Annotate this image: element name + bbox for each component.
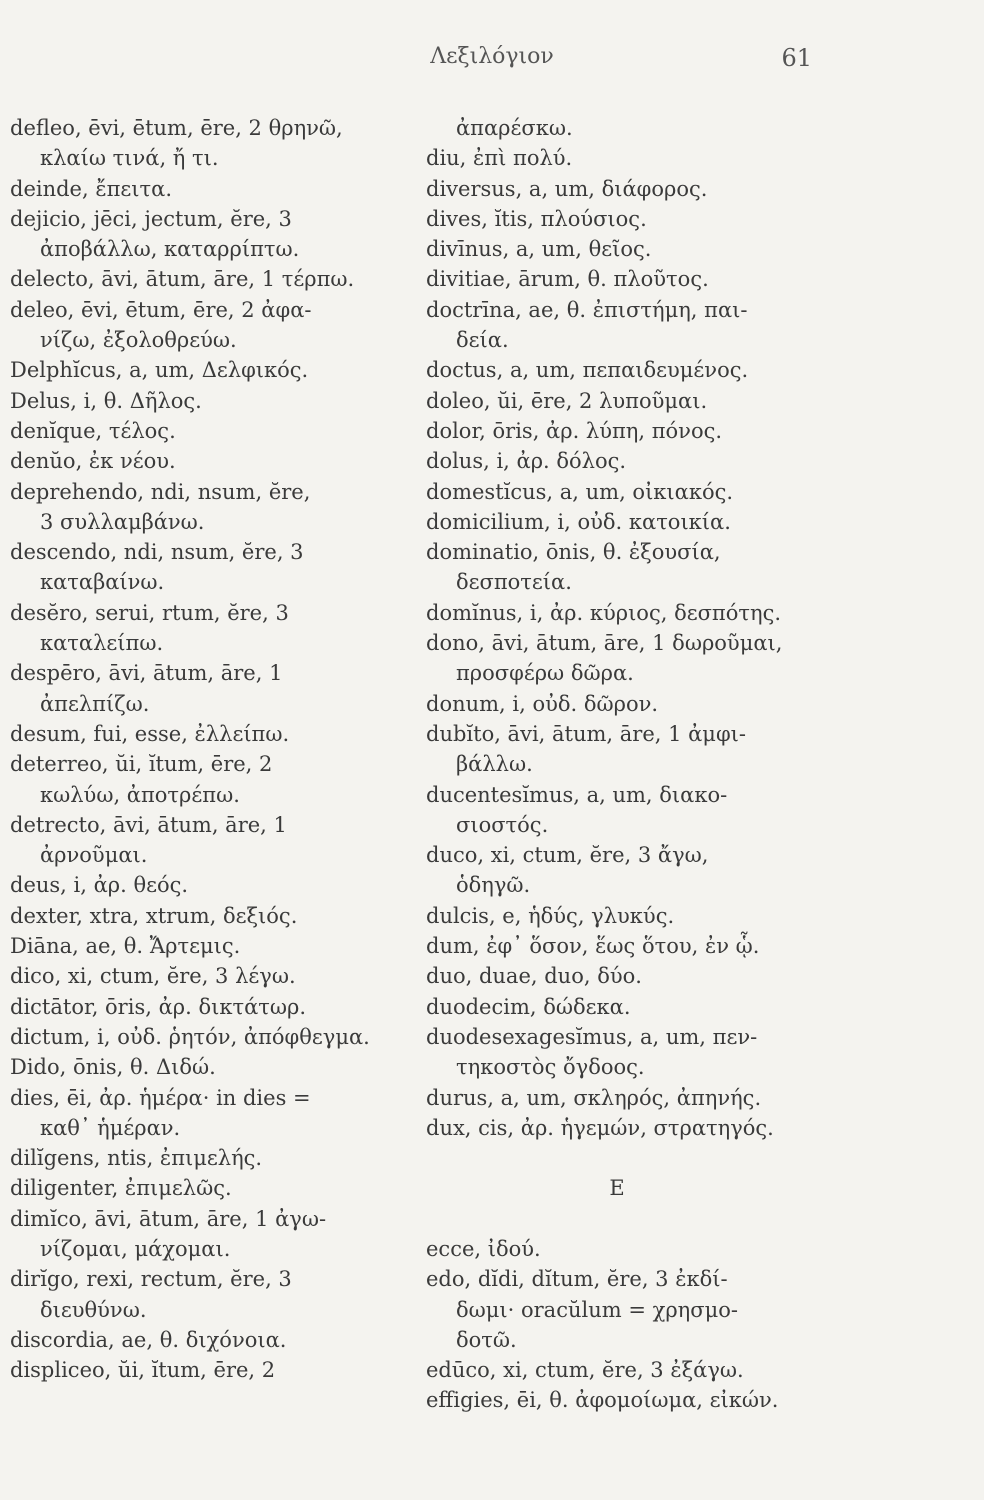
- dictionary-line: duodecim, δώδεκα.: [426, 994, 631, 1019]
- dictionary-line: dulcis, e, ἡδύς, γλυκύς.: [426, 903, 675, 928]
- dictionary-line: dux, cis, ἀρ. ἡγεμών, στρατηγός.: [426, 1115, 774, 1140]
- dictionary-line: ἀρνοῦμαι.: [40, 843, 148, 868]
- dictionary-line: desĕro, serui, rtum, ĕre, 3: [10, 600, 289, 625]
- dictionary-line: displiceo, ŭi, ĭtum, ēre, 2: [10, 1358, 276, 1383]
- dictionary-line: defleo, ēvi, ētum, ēre, 2 θρηνῶ,: [10, 116, 343, 140]
- dictionary-line: dolor, ōris, ἀρ. λύπη, πόνος.: [426, 418, 723, 443]
- dictionary-line: προσφέρω δῶρα.: [456, 661, 634, 686]
- dictionary-line: dilĭgens, ntis, ἐπιμελής.: [10, 1146, 263, 1171]
- dictionary-line: divīnus, a, um, θεῖος.: [426, 237, 652, 262]
- dictionary-line: νίζω, ἐξολοθρεύω.: [40, 328, 237, 353]
- page-number: 61: [781, 44, 812, 72]
- dictionary-line: discordia, ae, θ. διχόνοια.: [10, 1327, 287, 1352]
- right-column: [426, 113, 826, 1416]
- dictionary-line: edūco, xi, ctum, ĕre, 3 ἐξάγω.: [426, 1358, 744, 1383]
- dictionary-line: domicilium, i, οὐδ. κατοικία.: [426, 509, 731, 534]
- dictionary-line: σιοστός.: [456, 812, 549, 837]
- dictionary-line: dum, ἐφ᾽ ὅσον, ἕως ὅτου, ἐν ᾧ.: [426, 934, 760, 959]
- dictionary-line: dirĭgo, rexi, rectum, ĕre, 3: [10, 1267, 292, 1292]
- dictionary-line: dono, āvi, ātum, āre, 1 δωροῦμαι,: [426, 631, 783, 656]
- dictionary-line: doctus, a, um, πεπαιδευμένος.: [426, 358, 749, 383]
- dictionary-line: donum, i, οὐδ. δῶρον.: [426, 691, 659, 716]
- dictionary-line: καταβαίνω.: [40, 570, 165, 595]
- dictionary-line: duco, xi, ctum, ĕre, 3 ἄγω,: [426, 843, 709, 868]
- dictionary-line: deinde, ἔπειτα.: [10, 176, 172, 201]
- dictionary-line: duo, duae, duo, δύο.: [426, 964, 642, 989]
- page-title: Λεξιλόγιον: [430, 44, 554, 69]
- dictionary-line: dolus, i, ἀρ. δόλος.: [426, 449, 627, 474]
- dictionary-line: dubĭto, āvi, ātum, āre, 1 ἀμφι-: [426, 721, 746, 746]
- dictionary-line: dictātor, ōris, ἀρ. δικτάτωρ.: [10, 994, 307, 1019]
- dictionary-line: diversus, a, um, διάφορος.: [426, 176, 708, 201]
- dictionary-line: desum, fui, esse, ἐλλείπω.: [10, 721, 290, 746]
- dictionary-line: duodesexagesĭmus, a, um, πεν-: [426, 1024, 758, 1049]
- dictionary-line: delecto, āvi, ātum, āre, 1 τέρπω.: [10, 267, 355, 292]
- dictionary-line: καταλείπω.: [40, 631, 164, 656]
- dictionary-line: denŭo, ἐκ νέου.: [10, 449, 176, 474]
- dictionary-line: dexter, xtra, xtrum, δεξιός.: [10, 903, 298, 928]
- dictionary-line: ἀποβάλλω, καταρρίπτω.: [40, 237, 300, 262]
- dictionary-line: durus, a, um, σκληρός, ἀπηνής.: [426, 1085, 762, 1110]
- dictionary-line: diligenter, ἐπιμελῶς.: [10, 1176, 232, 1201]
- dictionary-line: ἀπαρέσκω.: [456, 116, 573, 140]
- dictionary-line: καθ᾽ ἡμέραν.: [40, 1115, 181, 1140]
- dictionary-line: Dido, ōnis, θ. Διδώ.: [10, 1055, 216, 1080]
- dictionary-line: ecce, ἰδού.: [426, 1236, 541, 1261]
- dictionary-line: διευθύνω.: [40, 1297, 147, 1322]
- dictionary-line: δοτῶ.: [456, 1327, 517, 1352]
- dictionary-line: βάλλω.: [456, 752, 533, 777]
- blank-line: [426, 1143, 826, 1173]
- left-column: [10, 113, 402, 1385]
- dictionary-line: despēro, āvi, ātum, āre, 1: [10, 661, 283, 686]
- dictionary-line: domestĭcus, a, um, οἰκιακός.: [426, 479, 734, 504]
- dictionary-line: domĭnus, i, ἀρ. κύριος, δεσπότης.: [426, 600, 782, 625]
- dictionary-line: denĭque, τέλος.: [10, 418, 176, 443]
- dictionary-line: dictum, i, οὐδ. ῥητόν, ἀπόφθεγμα.: [10, 1024, 370, 1049]
- dictionary-line: Diāna, ae, θ. Ἄρτεμις.: [10, 934, 241, 959]
- blank-line: [426, 1204, 826, 1234]
- dictionary-line: divitiae, ārum, θ. πλοῦτος.: [426, 267, 709, 292]
- dictionary-line: deleo, ēvi, ētum, ēre, 2 ἀφα-: [10, 297, 312, 322]
- dictionary-line: doctrīna, ae, θ. ἐπιστήμη, παι-: [426, 297, 748, 322]
- dictionary-line: ὁδηγῶ.: [456, 873, 531, 898]
- dictionary-line: dives, ĭtis, πλούσιος.: [426, 206, 647, 231]
- dictionary-line: κλαίω τινά, ἤ τι.: [40, 146, 219, 171]
- dictionary-line: 3 συλλαμβάνω.: [40, 509, 205, 534]
- dictionary-line: doleo, ŭi, ēre, 2 λυποῦμαι.: [426, 388, 708, 413]
- dictionary-line: dominatio, ōnis, θ. ἐξουσία,: [426, 540, 721, 565]
- dictionary-line: diu, ἐπὶ πολύ.: [426, 146, 573, 171]
- dictionary-line: deus, i, ἀρ. θεός.: [10, 873, 189, 898]
- dictionary-line: dimĭco, āvi, ātum, āre, 1 ἀγω-: [10, 1206, 327, 1231]
- dictionary-line: dico, xi, ctum, ĕre, 3 λέγω.: [10, 964, 296, 989]
- dictionary-line: dejicio, jēci, jectum, ĕre, 3: [10, 206, 292, 231]
- dictionary-line: δωμι· oracŭlum = χρησμο-: [456, 1297, 738, 1322]
- dictionary-line: dies, ēi, ἀρ. ἡμέρα· in dies =: [10, 1085, 311, 1110]
- dictionary-line: Delus, i, θ. Δῆλος.: [10, 388, 202, 413]
- dictionary-line: deterreo, ŭi, ĭtum, ēre, 2: [10, 752, 273, 777]
- dictionary-line: detrecto, āvi, ātum, āre, 1: [10, 812, 287, 837]
- dictionary-line: Delphĭcus, a, um, Δελφικός.: [10, 358, 309, 383]
- section-heading: E: [609, 1176, 625, 1201]
- dictionary-line: effigies, ēi, θ. ἀφομοίωμα, εἰκών.: [426, 1388, 779, 1413]
- dictionary-line: edo, dĭdi, dĭtum, ĕre, 3 ἐκδί-: [426, 1267, 728, 1292]
- dictionary-line: κωλύω, ἀποτρέπω.: [40, 782, 240, 807]
- dictionary-line: deprehendo, ndi, nsum, ĕre,: [10, 479, 311, 504]
- dictionary-line: ἀπελπίζω.: [40, 691, 150, 716]
- dictionary-line: δεσποτεία.: [456, 570, 572, 595]
- dictionary-line: τηκοστὸς ὄγδοος.: [456, 1055, 645, 1080]
- dictionary-line: νίζομαι, μάχομαι.: [40, 1236, 231, 1261]
- dictionary-line: ducentesĭmus, a, um, διακο-: [426, 782, 728, 807]
- dictionary-line: descendo, ndi, nsum, ĕre, 3: [10, 540, 304, 565]
- dictionary-line: δεία.: [456, 328, 509, 353]
